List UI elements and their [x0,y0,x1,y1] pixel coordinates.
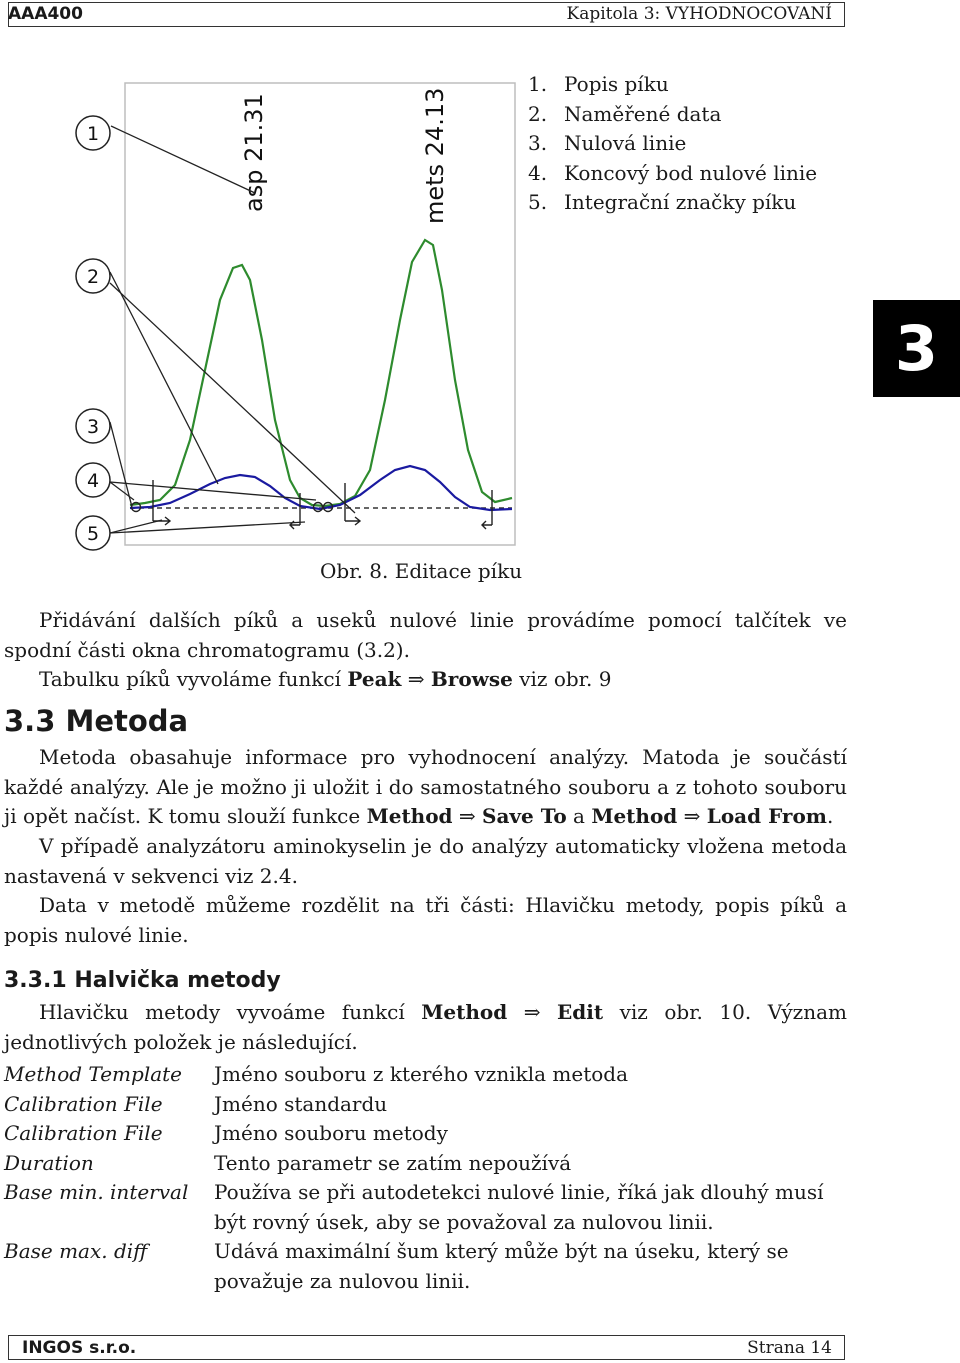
footer-right: Strana 14 [747,1338,832,1358]
callout-1: 1 [86,123,100,145]
definition-row: Calibration File Jméno standardu [4,1091,388,1116]
definition-row: Calibration File Jméno souboru metody [4,1121,448,1145]
paragraph: Data v metodě můžeme rozdělit na tři části: Hlavičku metody, popis píků a popis nulové linie. [4,893,847,947]
paragraph: Metoda obasahuje informace pro vyhodnocení analýzy. Matoda je součástí každé analýzy. Ale je možno ji uložit i do samostatného souboru a z tohoto souboru ji opět načíst. K tomu slouží funkce Method ⇒ Save To a Method ⇒ Load From. [4,745,847,828]
legend-item: 5. Integrační značky píku [528,190,797,214]
legend-item: 2. Naměřené data [528,101,722,126]
definition-row: Base max. diff Udává maximální šum který může být na úseku, který se považuje za nulovou linii. [4,1239,789,1293]
header-left: AAA400 [8,4,83,24]
chromatogram-figure [60,75,520,555]
plot-frame [125,83,515,545]
chapter-tab: 3 [873,300,960,397]
legend-item: 1. Popis píku [528,72,669,96]
paragraph: Přidávání dalších píků a useků nulové linie provádíme pomocí talčítek ve spodní části okna chromatogramu (3.2). [4,608,847,662]
definition-row: Duration Tento parametr se zatím nepoužívá [4,1150,572,1175]
figure-legend [528,70,817,218]
definition-row: Method Template Jméno souboru z kterého vznikla metoda [4,1062,629,1086]
definition-list [4,1060,854,1296]
peak-label-asp: asp 21.31 [240,93,268,212]
legend-item: 4. Koncový bod nulové linie [528,160,818,185]
callout-2: 2 [86,266,100,288]
legend-item: 3. Nulová linie [528,131,687,155]
callout-4: 4 [86,470,100,492]
paragraph: V případě analyzátoru aminokyselin je do analýzy automaticky vložena metoda nastavená v sekvenci viz 2.4. [4,834,847,888]
section-heading: 3.3 Metoda [4,704,189,738]
peak-label-mets: mets 24.13 [421,87,449,224]
subsection-heading: 3.3.1 Halvička metody [4,968,281,993]
footer-left: INGOS s.r.o. [22,1338,137,1358]
paragraph: Tabulku píků vyvoláme funkcí Peak ⇒ Browse viz obr. 9 [39,667,612,691]
callout-5: 5 [86,523,100,545]
figure-caption: Obr. 8. Editace píku [320,559,523,583]
paragraph: Hlavičku metody vyvoáme funkcí Method ⇒ Edit viz obr. 10. Význam jednotlivých položek je následující. [4,1000,847,1054]
definition-row: Base min. interval Používa se při autodetekci nulové linie, říká jak dlouhý musí být rovný úsek, aby se považoval za nulovou linii. [4,1180,824,1234]
header-right: Kapitola 3: VYHODNOCOVANÍ [566,4,832,24]
callout-3: 3 [86,416,100,438]
